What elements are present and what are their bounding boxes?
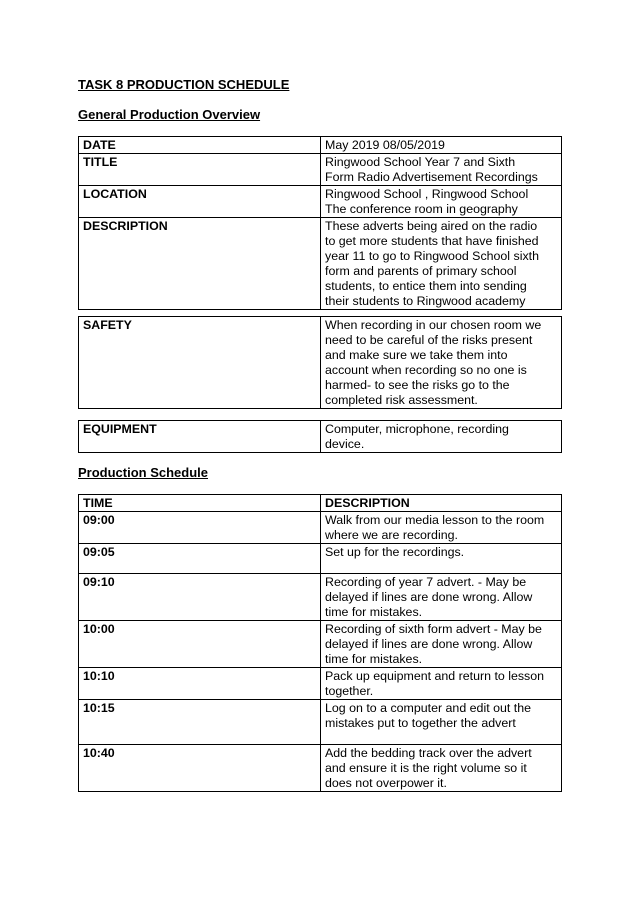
text-line: Ringwood School Year 7 and Sixth [325,155,516,169]
text-line: students, to entice them into sending [325,279,527,293]
location-label: LOCATION [79,186,321,218]
text-line: device. [325,437,365,451]
time-cell: 10:10 [79,668,321,700]
description-value [321,218,562,310]
table-header-row [79,495,562,512]
text-line: Log on to a computer and edit out the [325,701,531,715]
text-line: need to be careful of the risks present [325,333,533,347]
date-label: DATE [79,137,321,154]
table-row [79,668,562,700]
safety-value [321,317,562,409]
text-line: These adverts being aired on the radio [325,219,538,233]
text-line: harmed- to see the risks go to the [325,378,510,392]
description-cell [321,700,562,745]
description-header: DESCRIPTION [321,495,562,512]
text-line: When recording in our chosen room we [325,318,542,332]
text-line: does not overpower it. [325,776,447,790]
text-line: delayed if lines are done wrong. Allow [325,590,533,604]
text-line: Ringwood School , Ringwood School [325,187,529,201]
table-row [79,745,562,792]
title-value [321,154,562,186]
table-row [79,512,562,544]
time-cell: 10:00 [79,621,321,668]
table-row [79,621,562,668]
safety-table [78,316,562,409]
text-line: Walk from our media lesson to the room [325,513,545,527]
text-line: completed risk assessment. [325,393,478,407]
text-line: Add the bedding track over the advert [325,746,532,760]
time-cell: 10:15 [79,700,321,745]
text-line: year 11 to go to Ringwood School sixth [325,249,539,263]
text-line: mistakes put to together the advert [325,716,516,730]
text-line: where we are recording. [325,528,458,542]
table-row [79,218,562,310]
table-row [79,317,562,409]
text-line: The conference room in geography [325,202,518,216]
text-line: delayed if lines are done wrong. Allow [325,637,533,651]
text-line: Recording of sixth form advert - May be [325,622,542,636]
text-line: Set up for the recordings. [325,545,465,559]
overview-table [78,136,562,310]
text-line: their students to Ringwood academy [325,294,526,308]
description-label: DESCRIPTION [79,218,321,310]
table-row [79,574,562,621]
text-line: time for mistakes. [325,605,423,619]
description-cell [321,621,562,668]
table-row [79,544,562,574]
table-row [79,421,562,453]
table-row [79,700,562,745]
text-line: to get more students that have finished [325,234,539,248]
description-cell [321,574,562,621]
equipment-table [78,420,562,453]
description-cell [321,745,562,792]
time-cell: 10:40 [79,745,321,792]
table-row [79,154,562,186]
description-cell [321,512,562,544]
table-row [79,186,562,218]
text-line: Form Radio Advertisement Recordings [325,170,538,184]
text-line: together. [325,684,374,698]
text-line: and ensure it is the right volume so it [325,761,527,775]
time-header: TIME [79,495,321,512]
description-cell [321,544,562,574]
text-line: form and parents of primary school [325,264,517,278]
text-line: Recording of year 7 advert. - May be [325,575,527,589]
description-cell [321,668,562,700]
text-line: time for mistakes. [325,652,423,666]
time-cell: 09:00 [79,512,321,544]
table-row [79,137,562,154]
safety-label: SAFETY [79,317,321,409]
date-value: May 2019 08/05/2019 [321,137,562,154]
time-cell: 09:05 [79,544,321,574]
title-label: TITLE [79,154,321,186]
text-line: Computer, microphone, recording [325,422,509,436]
time-cell: 09:10 [79,574,321,621]
text-line: Pack up equipment and return to lesson [325,669,545,683]
schedule-heading: Production Schedule [78,465,209,480]
equipment-label: EQUIPMENT [79,421,321,453]
text-line: account when recording so no one is [325,363,527,377]
overview-heading: General Production Overview [78,107,261,122]
text-line: and make sure we take them into [325,348,508,362]
page-title: TASK 8 PRODUCTION SCHEDULE [78,77,290,92]
schedule-table [78,494,562,792]
location-value [321,186,562,218]
equipment-value [321,421,562,453]
